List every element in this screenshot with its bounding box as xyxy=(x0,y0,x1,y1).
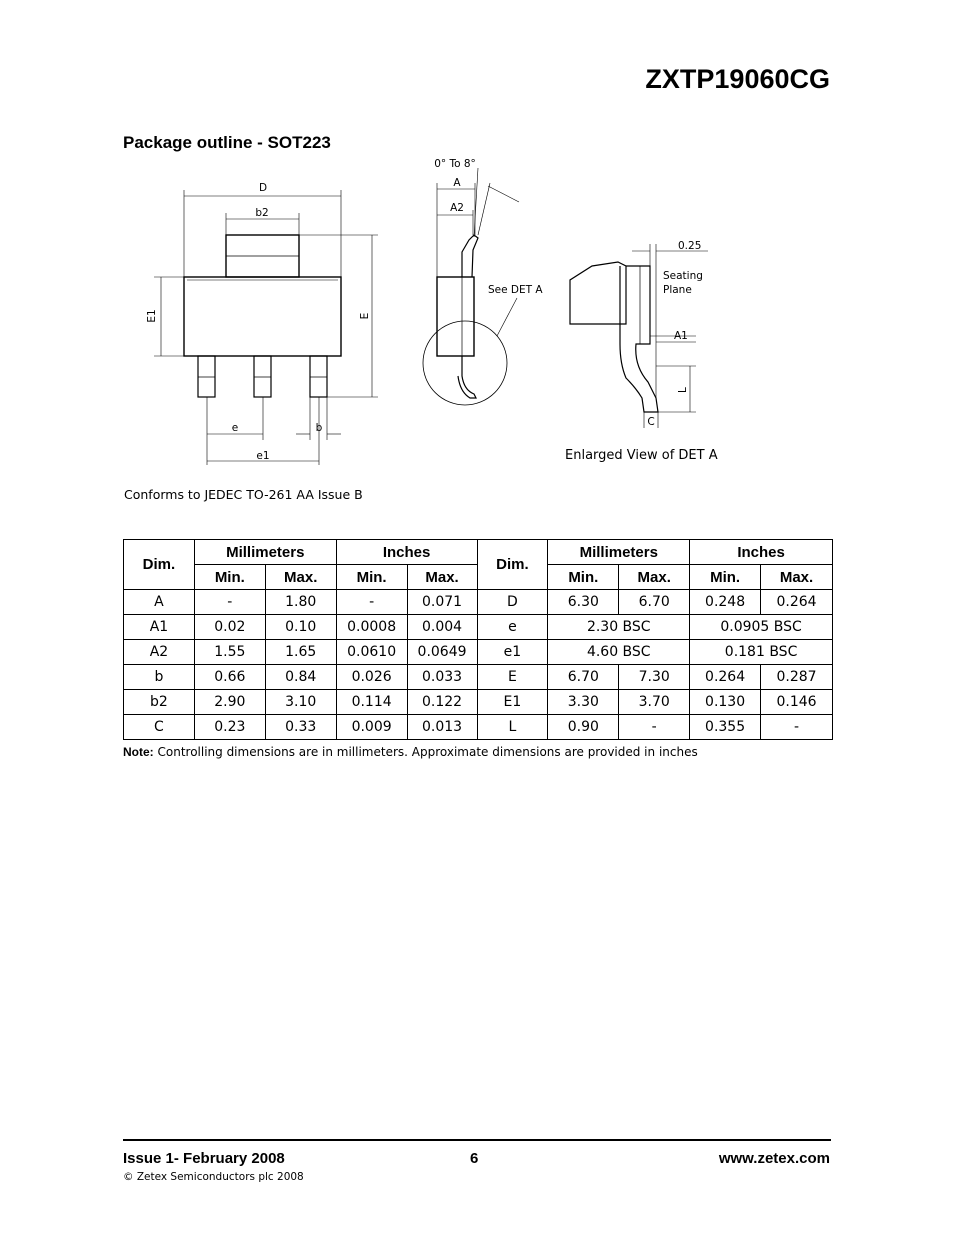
table-row xyxy=(124,615,833,640)
value-cell: 0.071 xyxy=(407,590,477,615)
value-cell: 0.0649 xyxy=(407,640,477,665)
label-D: D xyxy=(258,182,268,194)
dim-cell: A2 xyxy=(124,640,195,665)
table-row xyxy=(124,715,833,740)
lead-1 xyxy=(198,356,215,397)
body-outline xyxy=(184,277,341,356)
label-E1: E1 xyxy=(146,309,158,323)
value-cell: 1.65 xyxy=(265,640,336,665)
dim-cell: E xyxy=(477,665,548,690)
dim-cell: D xyxy=(477,590,548,615)
table-row xyxy=(124,690,833,715)
table-row xyxy=(124,640,833,665)
value-cell: 0.84 xyxy=(265,665,336,690)
max-header: Max. xyxy=(265,565,336,590)
max-header: Max. xyxy=(761,565,833,590)
label-e: e xyxy=(231,422,239,434)
label-seating: Seating xyxy=(663,270,703,282)
mm-header: Millimeters xyxy=(548,540,690,565)
value-cell: 0.66 xyxy=(194,665,265,690)
label-A1: A1 xyxy=(674,330,688,342)
value-cell: 0.23 xyxy=(194,715,265,740)
value-cell: 0.248 xyxy=(690,590,761,615)
dim-cell: e1 xyxy=(477,640,548,665)
value-cell: 6.70 xyxy=(619,590,690,615)
footer-issue: Issue 1- February 2008 xyxy=(123,1150,285,1167)
table-header-row xyxy=(124,540,833,565)
value-cell: 0.264 xyxy=(690,665,761,690)
value-cell: - xyxy=(761,715,833,740)
label-e1: e1 xyxy=(256,450,270,462)
dim-cell: C xyxy=(124,715,195,740)
dim-cell: b2 xyxy=(124,690,195,715)
part-number: ZXTP19060CG xyxy=(645,64,830,94)
enlarged-body xyxy=(570,262,626,324)
value-cell: 0.033 xyxy=(407,665,477,690)
mm-header: Millimeters xyxy=(194,540,336,565)
value-cell: 6.70 xyxy=(548,665,619,690)
label-A: A xyxy=(453,177,461,189)
label-b2: b2 xyxy=(255,207,269,219)
value-cell: 4.60 BSC xyxy=(548,640,690,665)
value-cell: 0.026 xyxy=(336,665,407,690)
footer-copyright: © Zetex Semiconductors plc 2008 xyxy=(123,1171,304,1183)
value-cell: 0.181 BSC xyxy=(690,640,833,665)
min-header: Min. xyxy=(336,565,407,590)
dimensions-table xyxy=(123,539,833,740)
table-note xyxy=(123,745,698,759)
max-header: Max. xyxy=(619,565,690,590)
note-label: Note: xyxy=(123,745,154,759)
dim-cell: E1 xyxy=(477,690,548,715)
value-cell: 0.114 xyxy=(336,690,407,715)
table-row xyxy=(124,665,833,690)
jedec-conformance: Conforms to JEDEC TO-261 AA Issue B xyxy=(124,487,363,502)
lead-2 xyxy=(254,356,271,397)
value-cell: 1.80 xyxy=(265,590,336,615)
min-header: Min. xyxy=(548,565,619,590)
value-cell: 3.70 xyxy=(619,690,690,715)
value-cell: - xyxy=(336,590,407,615)
dim-cell: A xyxy=(124,590,195,615)
label-0-25: 0.25 xyxy=(678,240,702,252)
label-E: E xyxy=(359,312,371,320)
value-cell: 3.30 xyxy=(548,690,619,715)
value-cell: 0.02 xyxy=(194,615,265,640)
table-row xyxy=(124,590,833,615)
value-cell: 0.130 xyxy=(690,690,761,715)
value-cell: 0.33 xyxy=(265,715,336,740)
label-A2: A2 xyxy=(450,202,464,214)
detail-circle xyxy=(423,321,507,405)
value-cell: 1.55 xyxy=(194,640,265,665)
footer-divider xyxy=(123,1139,831,1141)
value-cell: 6.30 xyxy=(548,590,619,615)
min-header: Min. xyxy=(194,565,265,590)
enlarged-caption: Enlarged View of DET A xyxy=(565,448,718,463)
value-cell: 0.122 xyxy=(407,690,477,715)
value-cell: 0.0610 xyxy=(336,640,407,665)
side-lead xyxy=(462,235,478,277)
value-cell: 0.264 xyxy=(761,590,833,615)
value-cell: 7.30 xyxy=(619,665,690,690)
dim-cell: b xyxy=(124,665,195,690)
value-cell: 2.30 BSC xyxy=(548,615,690,640)
value-cell: 0.90 xyxy=(548,715,619,740)
value-cell: 3.10 xyxy=(265,690,336,715)
value-cell: 0.013 xyxy=(407,715,477,740)
value-cell: 0.287 xyxy=(761,665,833,690)
value-cell: 0.355 xyxy=(690,715,761,740)
max-header: Max. xyxy=(407,565,477,590)
value-cell: - xyxy=(194,590,265,615)
side-body xyxy=(437,277,474,356)
label-C: C xyxy=(647,416,655,428)
dim-cell: A1 xyxy=(124,615,195,640)
label-L: L xyxy=(677,387,689,393)
value-cell: 2.90 xyxy=(194,690,265,715)
dim-header: Dim. xyxy=(477,540,548,590)
lead-3 xyxy=(310,356,327,397)
value-cell: - xyxy=(619,715,690,740)
label-plane: Plane xyxy=(663,284,692,296)
value-cell: 0.0905 BSC xyxy=(690,615,833,640)
footer-website: www.zetex.com xyxy=(718,1150,830,1167)
label-see-det-a: See DET A xyxy=(488,284,543,296)
value-cell: 0.004 xyxy=(407,615,477,640)
dim-cell: L xyxy=(477,715,548,740)
value-cell: 0.0008 xyxy=(336,615,407,640)
value-cell: 0.146 xyxy=(761,690,833,715)
label-angle: 0° To 8° xyxy=(434,158,476,170)
dim-header: Dim. xyxy=(124,540,195,590)
value-cell: 0.009 xyxy=(336,715,407,740)
inches-header: Inches xyxy=(690,540,833,565)
dim-cell: e xyxy=(477,615,548,640)
value-cell: 0.10 xyxy=(265,615,336,640)
note-text: Controlling dimensions are in millimeters. Approximate dimensions are provided in inches xyxy=(153,745,698,759)
section-title: Package outline - SOT223 xyxy=(123,133,331,152)
package-outline-drawing xyxy=(0,0,954,520)
page-number: 6 xyxy=(470,1150,479,1167)
inches-header: Inches xyxy=(336,540,477,565)
min-header: Min. xyxy=(690,565,761,590)
label-b: b xyxy=(315,422,323,434)
